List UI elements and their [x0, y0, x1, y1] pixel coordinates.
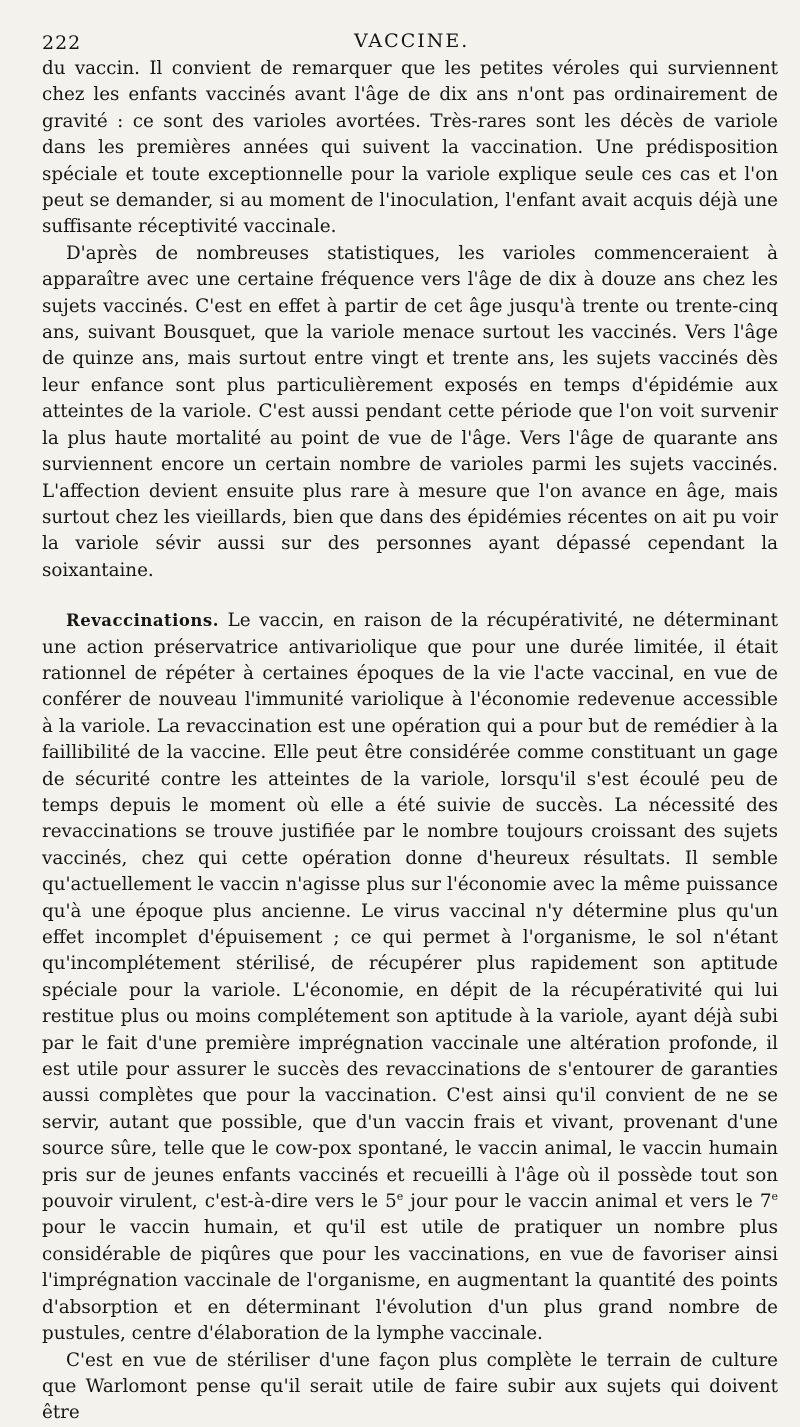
paragraph-continued: du vaccin. Il convient de remarquer que les petites véroles qui surviennent chez les enfants vaccinés avant l'âge de dix ans n'ont pas ordinairement de gravité : ce sont des varioles avortées. Très-rares sont les décès de variole dans les premières années qui suivent la vaccination. Une prédisposition spéciale et toute exceptionnelle pour la variole explique seule ces cas et l'on peut se demander, si au moment de l'inoculation, l'enfant avait acquis déjà une suffisante réceptivité vaccinale.: [42, 58, 778, 238]
paragraph-age-statistics: D'après de nombreuses statistiques, les varioles commenceraient à apparaître avec une certaine fréquence vers l'âge de dix à douze ans chez les sujets vaccinés. C'est en effet à partir de cet âge jusqu'à trente ou trente-cinq ans, suivant Bousquet, que la variole menace surtout les vaccinés. Vers l'âge de quinze ans, mais surtout entre vingt et trente ans, les sujets vaccinés dès leur enfance sont plus particulièrement exposés en temps d'épidémie aux atteintes de la variole. C'est aussi pendant cette période que l'on voit survenir la plus haute mortalité au point de vue de l'âge. Vers l'âge de quarante ans surviennent encore un certain nombre de varioles parmi les sujets vaccinés. L'affection devient ensuite plus rare à mesure que l'on avance en âge, mais surtout chez les vieillards, bien que dans des épidémies récentes on ait pu voir la variole sévir aussi sur des personnes ayant dépassé cependant la soixantaine.: [42, 242, 778, 581]
paragraph-text: jour pour le vaccin animal et vers le 7: [403, 1191, 772, 1213]
running-head: [42, 0, 778, 56]
section-heading-revaccinations: Revaccinations.: [66, 611, 219, 631]
paragraph-warlomont: C'est en vue de stériliser d'une façon plus complète le terrain de culture que Warlomont pense qu'il serait utile de faire subir aux sujets qui doivent être: [42, 1349, 778, 1424]
paragraph-revaccinations: [42, 608, 778, 1347]
paragraph-text: Le vaccin, en raison de la récupérativité, ne déterminant une action préservatrice antivariolique que pour une durée limitée, il était rationnel de répéter à certaines époques de la vie l'acte vaccinal, en vue de conférer de nouveau l'immunité variolique à l'économie redevenue accessible à la variole. La revaccination est une opération qui a pour but de remédier à la faillibilité de la vaccine. Elle peut être considérée comme constituant un gage de sécurité contre les atteintes de la variole, lorsqu'il s'est écoulé peu de temps depuis le moment où elle a été suivie de succès. La nécessité des revaccinations se trouve justifiée par le nombre toujours croissant des sujets vaccinés, chez qui cette opération donne d'heureux résultats. Il semble qu'actuellement le vaccin n'agisse plus sur l'économie avec la même puissance qu'à une époque plus ancienne. Le virus vaccinal n'y détermine plus qu'un effet incomplet d'épuisement ; ce qui permet à l'organisme, le sol n'étant qu'incomplétement stérilisé, de récupérer plus rapidement son aptitude spéciale pour la variole. L'économie, en dépit de la récupérativité qui lui restitue plus ou moins complétement son aptitude à la variole, ayant déjà subi par le fait d'une première imprégnation vaccinale une altération profonde, il est utile pour assurer le succès des revaccinations de s'entourer de garanties aussi complètes que pour la vaccination. C'est ainsi qu'il convient de ne se servir, autant que possible, que d'un vaccin frais et vivant, provenant d'une source sûre, telle que le cow-pox spontané, le vaccin animal, le vaccin humain pris sur de jeunes enfants vaccinés et recueilli à l'âge où il possède tout son pouvoir virulent, c'est-à-dire vers le 5: [42, 610, 778, 1213]
superscript: e: [771, 1189, 778, 1203]
paragraph-text: pour le vaccin humain, et qu'il est utile de pratiquer un nombre plus considérable de piqûres que pour les vaccinations, en vue de favoriser ainsi l'imprégnation vaccinale de l'organisme, en augmentant la quantité des points d'absorption et en déterminant l'évolution d'un plus grand nombre de pustules, centre d'élaboration de la lymphe vaccinale.: [42, 1217, 778, 1345]
superscript: e: [396, 1189, 404, 1203]
page-number: 222: [42, 32, 82, 54]
running-title: VACCINE.: [354, 30, 470, 52]
